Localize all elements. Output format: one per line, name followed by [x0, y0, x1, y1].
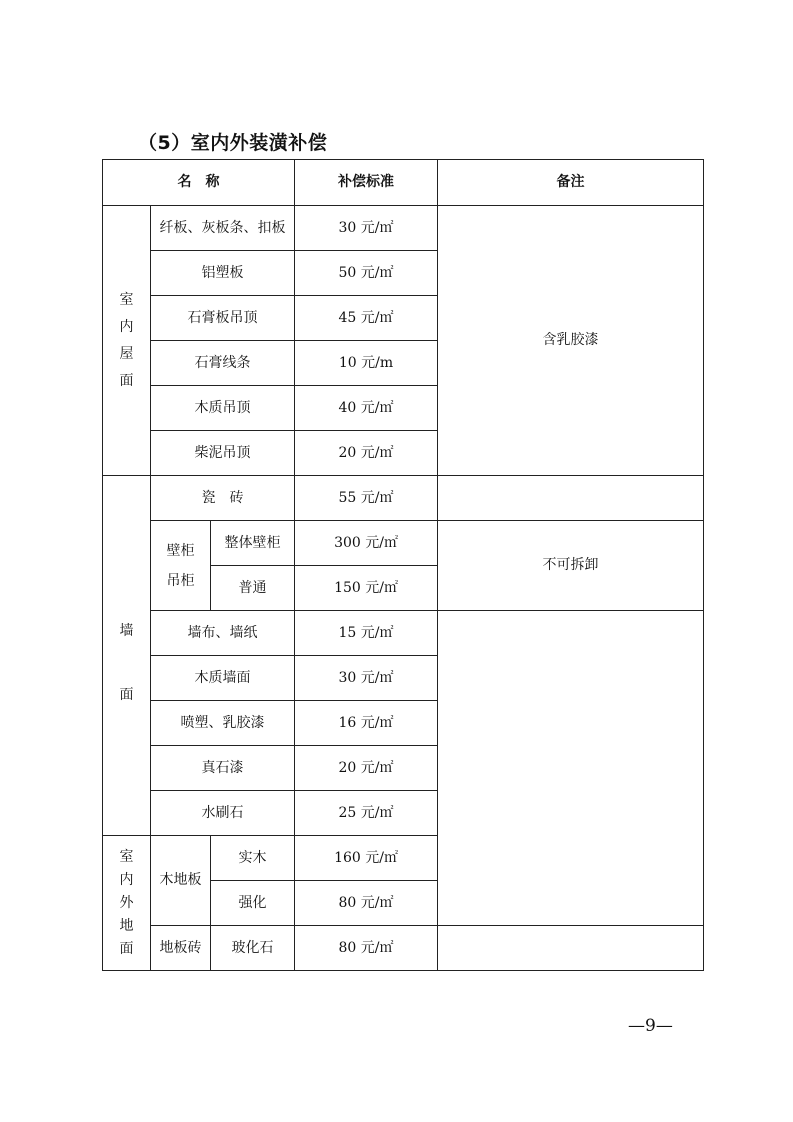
remark-empty — [438, 926, 704, 971]
table-row — [103, 926, 704, 971]
table-row — [103, 206, 704, 251]
price-cell: 40 元/㎡ — [295, 386, 438, 431]
group-floor-tile: 地板砖 — [151, 926, 211, 971]
group-floor: 室内外地面 — [103, 836, 151, 971]
item-cell: 强化 — [211, 881, 295, 926]
page-number: —9— — [628, 1016, 673, 1036]
price-cell: 10 元/m — [295, 341, 438, 386]
remark-cabinet: 不可拆卸 — [438, 521, 704, 611]
item-cell: 石膏线条 — [151, 341, 295, 386]
table-row — [103, 476, 704, 521]
header-name: 名 称 — [103, 160, 295, 206]
price-cell: 20 元/㎡ — [295, 746, 438, 791]
item-cell: 瓷 砖 — [151, 476, 295, 521]
group-wall-cabinet: 壁柜 吊柜 — [151, 521, 211, 611]
price-cell: 160 元/㎡ — [295, 836, 438, 881]
price-cell: 45 元/㎡ — [295, 296, 438, 341]
remark-empty — [438, 611, 704, 926]
price-cell: 80 元/㎡ — [295, 926, 438, 971]
item-cell: 柴泥吊顶 — [151, 431, 295, 476]
remark-ceiling: 含乳胶漆 — [438, 206, 704, 476]
item-cell: 喷塑、乳胶漆 — [151, 701, 295, 746]
table-row — [103, 521, 704, 566]
compensation-table — [102, 159, 704, 971]
group-wood-floor: 木地板 — [151, 836, 211, 926]
price-cell: 80 元/㎡ — [295, 881, 438, 926]
item-cell: 纤板、灰板条、扣板 — [151, 206, 295, 251]
item-cell: 石膏板吊顶 — [151, 296, 295, 341]
price-cell: 150 元/㎡ — [295, 566, 438, 611]
price-cell: 30 元/㎡ — [295, 206, 438, 251]
item-cell: 整体壁柜 — [211, 521, 295, 566]
group-wall: 墙 面 — [103, 476, 151, 836]
table-header-row — [103, 160, 704, 206]
price-cell: 50 元/㎡ — [295, 251, 438, 296]
item-cell: 木质吊顶 — [151, 386, 295, 431]
item-cell: 普通 — [211, 566, 295, 611]
price-cell: 30 元/㎡ — [295, 656, 438, 701]
price-cell: 25 元/㎡ — [295, 791, 438, 836]
header-remark: 备注 — [438, 160, 704, 206]
header-standard: 补偿标准 — [295, 160, 438, 206]
price-cell: 20 元/㎡ — [295, 431, 438, 476]
price-cell: 55 元/㎡ — [295, 476, 438, 521]
item-cell: 玻化石 — [211, 926, 295, 971]
section-title: （5）室内外装潢补偿 — [138, 132, 328, 154]
item-cell: 水刷石 — [151, 791, 295, 836]
item-cell: 实木 — [211, 836, 295, 881]
price-cell: 300 元/㎡ — [295, 521, 438, 566]
item-cell: 真石漆 — [151, 746, 295, 791]
item-cell: 铝塑板 — [151, 251, 295, 296]
remark-empty — [438, 476, 704, 521]
price-cell: 15 元/㎡ — [295, 611, 438, 656]
table-row — [103, 611, 704, 656]
item-cell: 木质墙面 — [151, 656, 295, 701]
item-cell: 墙布、墙纸 — [151, 611, 295, 656]
group-indoor-ceiling: 室内屋面 — [103, 206, 151, 476]
price-cell: 16 元/㎡ — [295, 701, 438, 746]
